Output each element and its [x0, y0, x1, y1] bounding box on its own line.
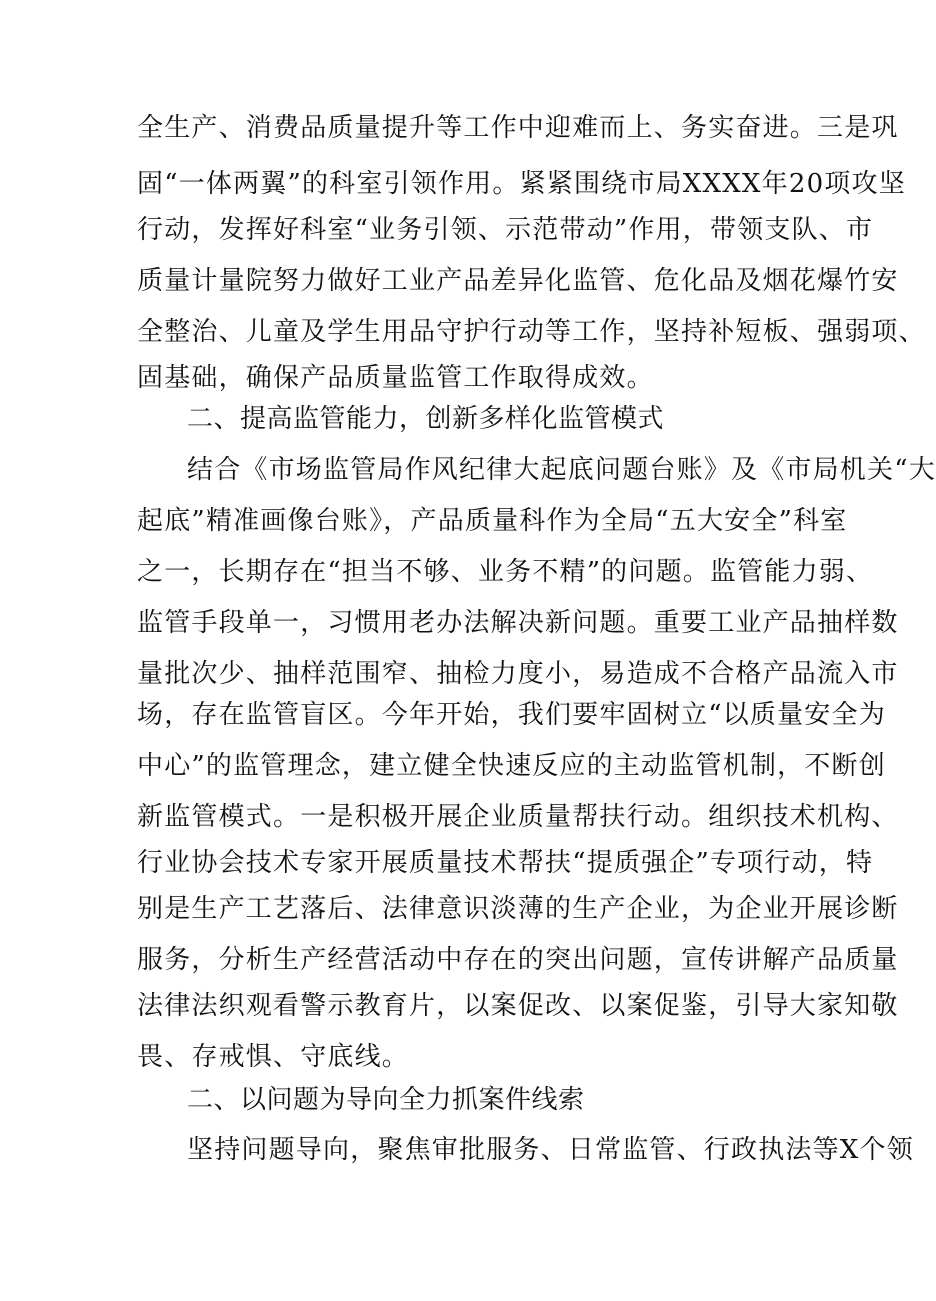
paragraph-line: 固“一体两翼”的科室引领作用。紧紧围绕市局XXXX年20项攻坚: [137, 169, 906, 199]
paragraph-line: 新监管模式。一是积极开展企业质量帮扶行动。组织技术机构、: [137, 802, 899, 832]
paragraph-line: 之一，长期存在“担当不够、业务不精”的问题。监管能力弱、: [137, 557, 874, 587]
paragraph-line: 畏、存戒惧、守底线。: [137, 1042, 410, 1072]
paragraph-line: 别是生产工艺落后、法律意识淡薄的生产企业，为企业开展诊断: [137, 894, 899, 924]
paragraph-line: 服务，分析生产经营活动中存在的突出问题，宣传讲解产品质量: [137, 945, 899, 975]
paragraph-line: 量批次少、抽样范围窄、抽检力度小，易造成不合格产品流入市: [137, 659, 899, 689]
paragraph-line: 场，存在监管盲区。今年开始，我们要牢固树立“以质量安全为: [137, 700, 886, 730]
paragraph-line: 固基础，确保产品质量监管工作取得成效。: [137, 363, 654, 393]
paragraph-line: 行业协会技术专家开展质量技术帮扶“提质强企”专项行动，特: [137, 848, 874, 878]
paragraph-line: 法律法织观看警示教育片，以案促改、以案促鉴，引导大家知敬: [137, 991, 899, 1021]
paragraph-line: 起底”精准画像台账》，产品质量科作为全局“五大安全”科室: [137, 506, 848, 536]
paragraph-line: 坚持问题导向，聚焦审批服务、日常监管、行政执法等X个领: [187, 1135, 914, 1165]
section-heading: 二、以问题为导向全力抓案件线索: [187, 1085, 585, 1115]
paragraph-line: 行动，发挥好科室“业务引领、示范带动”作用，带领支队、市: [137, 215, 874, 245]
paragraph-line: 全整治、儿童及学生用品守护行动等工作，坚持补短板、强弱项、: [137, 317, 926, 347]
paragraph-line: 中心”的监管理念，建立健全快速反应的主动监管机制，不断创: [137, 751, 886, 781]
paragraph-line: 结合《市场监管局作风纪律大起底问题台账》及《市局机关“大: [187, 455, 936, 485]
paragraph-line: 质量计量院努力做好工业产品差异化监管、危化品及烟花爆竹安: [137, 266, 899, 296]
paragraph-line: 监管手段单一，习惯用老办法解决新问题。重要工业产品抽样数: [137, 608, 899, 638]
section-heading: 二、提高监管能力，创新多样化监管模式: [187, 404, 665, 434]
paragraph-line: 全生产、消费品质量提升等工作中迎难而上、务实奋进。三是巩: [137, 113, 899, 143]
